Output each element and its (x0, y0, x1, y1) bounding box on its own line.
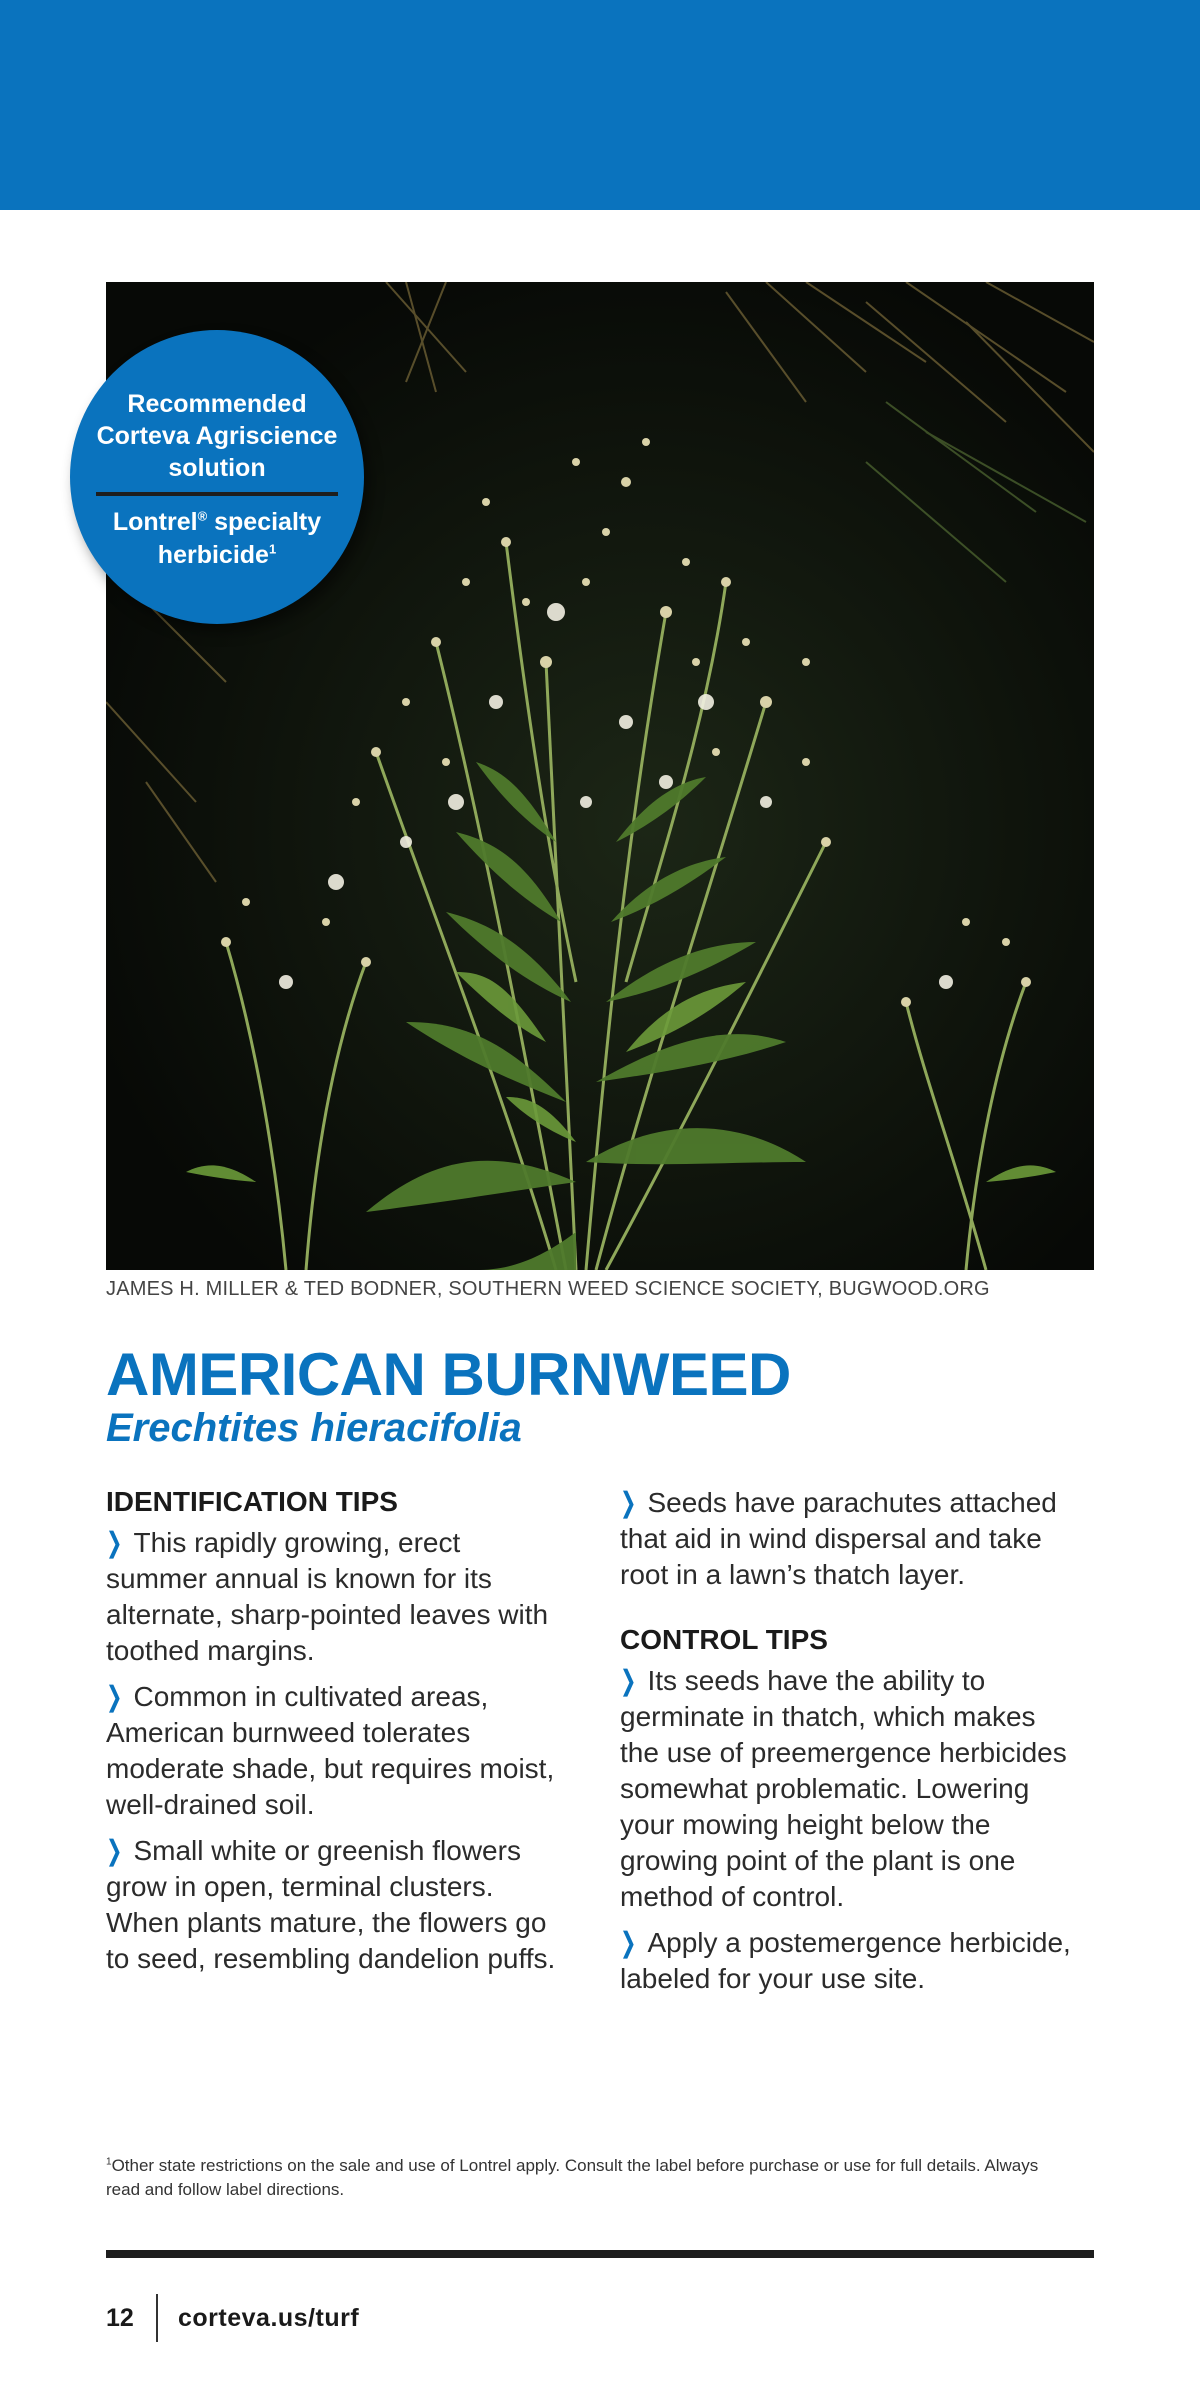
tip-text: Apply a postemergence herbicide, labeled for your use site. (620, 1927, 1071, 1994)
badge-product-rest: specialty (207, 508, 322, 536)
footnote-marker: 1 (106, 2156, 112, 2168)
photo-credit: JAMES H. MILLER & TED BODNER, SOUTHERN WEED SCIENCE SOCIETY, BUGWOOD.ORG (106, 1278, 990, 1300)
badge-line-1: Recommended (127, 390, 307, 418)
identification-tip (106, 1679, 566, 1823)
scientific-name: Erechtites hieracifolia (106, 1406, 522, 1450)
footer-url-link[interactable]: corteva.us/turf (178, 2304, 360, 2332)
identification-tip (106, 1525, 566, 1669)
identification-heading: IDENTIFICATION TIPS (106, 1486, 398, 1517)
badge-line-2: Corteva Agriscience (96, 422, 338, 450)
tip-text: Small white or greenish flowers grow in open, terminal clusters. When plants mature, the flowers go to seed, resembling dandelion puffs. (106, 1835, 556, 1974)
badge-product-type: herbicide (157, 541, 269, 569)
footnote-text: Other state restrictions on the sale and use of Lontrel apply. Consult the label before purchase or use for full details. Always read and follow label directions. (106, 2156, 1039, 2199)
tip-text: Its seeds have the ability to germinate in thatch, which makes the use of preemergence herbicides somewhat problematic. Lowering your mowing height below the growing point of the plant is one method of control. (620, 1665, 1067, 1912)
footnote-ref: 1 (268, 541, 277, 557)
badge-product (70, 506, 364, 572)
footer-divider (156, 2294, 158, 2342)
registered-mark: ® (197, 508, 208, 524)
chevron-right-icon: ❯ (620, 1665, 637, 1696)
control-tip (620, 1925, 1080, 1997)
footer-rule (106, 2250, 1094, 2258)
right-column (620, 1485, 1080, 2007)
identification-tip (106, 1833, 566, 1977)
chevron-right-icon: ❯ (106, 1835, 123, 1866)
badge-product-line-2 (70, 539, 364, 572)
tip-text: Common in cultivated areas, American burnweed tolerates moderate shade, but requires moist, well-drained soil. (106, 1681, 555, 1820)
badge-line-3: solution (168, 454, 266, 482)
top-banner (0, 0, 1200, 210)
tip-text: Seeds have parachutes attached that aid in wind dispersal and take root in a lawn’s thatch layer. (620, 1487, 1057, 1590)
badge-heading (70, 388, 364, 484)
chevron-right-icon: ❯ (106, 1527, 123, 1558)
chevron-right-icon: ❯ (620, 1927, 637, 1958)
badge-product-line-1 (70, 506, 364, 539)
identification-tip (620, 1485, 1080, 1593)
page-title: AMERICAN BURNWEED (106, 1341, 791, 1408)
page-number: 12 (106, 2304, 134, 2332)
footnote (106, 2154, 1066, 2202)
chevron-right-icon: ❯ (106, 1681, 123, 1712)
left-column (106, 1485, 566, 1987)
control-heading: CONTROL TIPS (620, 1624, 828, 1655)
badge-product-name: Lontrel (112, 508, 198, 536)
chevron-right-icon: ❯ (620, 1487, 637, 1518)
tip-text: This rapidly growing, erect summer annual is known for its alternate, sharp-pointed leaves with toothed margins. (106, 1527, 549, 1666)
control-tip (620, 1663, 1080, 1915)
recommended-solution-badge (70, 330, 364, 624)
badge-divider (96, 492, 338, 496)
